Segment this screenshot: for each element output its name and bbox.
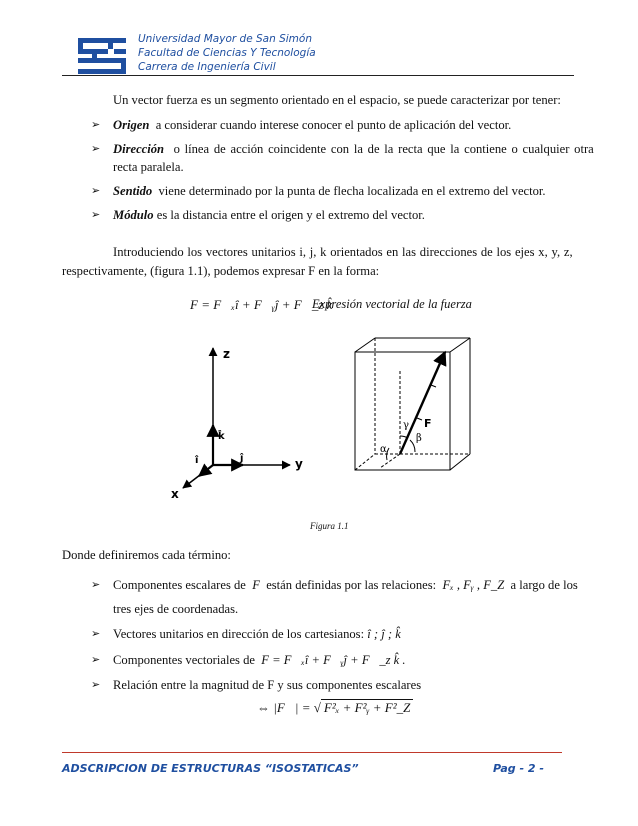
paragraph-line: Introduciendo los vectores unitarios i, j, k orientados en las direcciones de los ejes x, y, z, bbox=[113, 245, 573, 259]
vector-label-F: F bbox=[424, 417, 432, 430]
axis-label-x: x bbox=[171, 487, 179, 501]
unit-vector-i bbox=[199, 465, 213, 476]
figure-caption: Figura 1.1 bbox=[310, 521, 349, 531]
vector-tick bbox=[417, 418, 422, 420]
bullet-arrow-icon: ➢ bbox=[91, 679, 101, 691]
unit-label-k: k̂ bbox=[218, 431, 225, 442]
bullet-arrow-icon: ➢ bbox=[91, 119, 101, 131]
section-intro: Donde definiremos cada término: bbox=[62, 548, 231, 562]
list-item: Vectores unitarios en dirección de los cartesianos: î ; ĵ ; k̂ bbox=[113, 627, 401, 641]
list-item: Sentido viene determinado por la punta de flecha localizada en el extremo del vector. bbox=[113, 184, 546, 198]
figure-vector-diagram bbox=[165, 330, 510, 515]
list-item-continuation: recta paralela. bbox=[113, 160, 184, 174]
list-item-continuation: tres ejes de coordenadas. bbox=[113, 602, 239, 616]
bullet-arrow-icon: ➢ bbox=[91, 579, 101, 591]
footer-rule bbox=[62, 752, 562, 753]
angle-label-beta: β bbox=[416, 433, 422, 444]
header-text bbox=[138, 32, 316, 74]
axis-label-y: y bbox=[295, 457, 303, 471]
list-item: Dirección o línea de acción coincidente con la de la recta que la contiene o cualquier otra bbox=[113, 142, 594, 156]
unit-label-j: ĵ bbox=[240, 453, 244, 464]
list-item: Componentes vectoriales de F = F⃗ₓî + F⃗ᵧĵ + F⃗_z k̂ . bbox=[113, 653, 406, 667]
angle-beta-arc bbox=[410, 440, 415, 452]
bullet-arrow-icon: ➢ bbox=[91, 628, 101, 640]
paragraph-line: respectivamente, (figura 1.1), podemos expresar F en la forma: bbox=[62, 264, 380, 278]
bullet-arrow-icon: ➢ bbox=[91, 185, 101, 197]
list-item: Componentes escalares de F están definidas por las relaciones: Fₓ , Fᵧ , F_Z a largo de los bbox=[113, 578, 578, 592]
figure-svg bbox=[165, 330, 510, 510]
intro-text: Un vector fuerza es un segmento orientado en el espacio, se puede caracterizar por tener: bbox=[113, 93, 561, 107]
header-rule bbox=[62, 75, 574, 76]
angle-label-gamma: γ bbox=[403, 420, 409, 431]
bullet-arrow-icon: ➢ bbox=[91, 143, 101, 155]
list-item: Origen a considerar cuando interese conocer el punto de aplicación del vector. bbox=[113, 118, 512, 132]
header-career: Carrera de Ingeniería Civil bbox=[138, 61, 276, 73]
bullet-arrow-icon: ➢ bbox=[91, 209, 101, 221]
magnitude-equation: ⇔ |F⃗| = √ F²ₓ + F²ᵧ + F²_Z bbox=[257, 700, 413, 716]
list-item: Relación entre la magnitud de F y sus componentes escalares bbox=[113, 678, 422, 692]
list-item: Módulo es la distancia entre el origen y el extremo del vector. bbox=[113, 208, 425, 222]
bullet-arrow-icon: ➢ bbox=[91, 654, 101, 666]
angle-label-alpha: α bbox=[380, 444, 387, 455]
force-vector bbox=[400, 352, 445, 454]
footer-title: ADSCRIPCION DE ESTRUCTURAS “ISOSTATICAS” bbox=[62, 762, 359, 775]
force-equation: F = F⃗ₓî + F⃗ᵧĵ + F⃗_z k̂ bbox=[190, 297, 333, 312]
coordinate-axes bbox=[183, 348, 290, 488]
header-university: Universidad Mayor de San Simón bbox=[138, 33, 312, 45]
unit-label-i: î bbox=[195, 455, 199, 466]
page-number: Pag - 2 - bbox=[493, 762, 544, 775]
parallelepiped bbox=[355, 338, 470, 470]
axis-label-z: z bbox=[223, 347, 230, 361]
header-faculty: Facultad de Ciencias Y Tecnología bbox=[138, 47, 316, 59]
university-logo bbox=[78, 38, 126, 79]
vector-tick bbox=[431, 385, 436, 387]
equation-label: Expresión vectorial de la fuerza bbox=[312, 297, 472, 311]
